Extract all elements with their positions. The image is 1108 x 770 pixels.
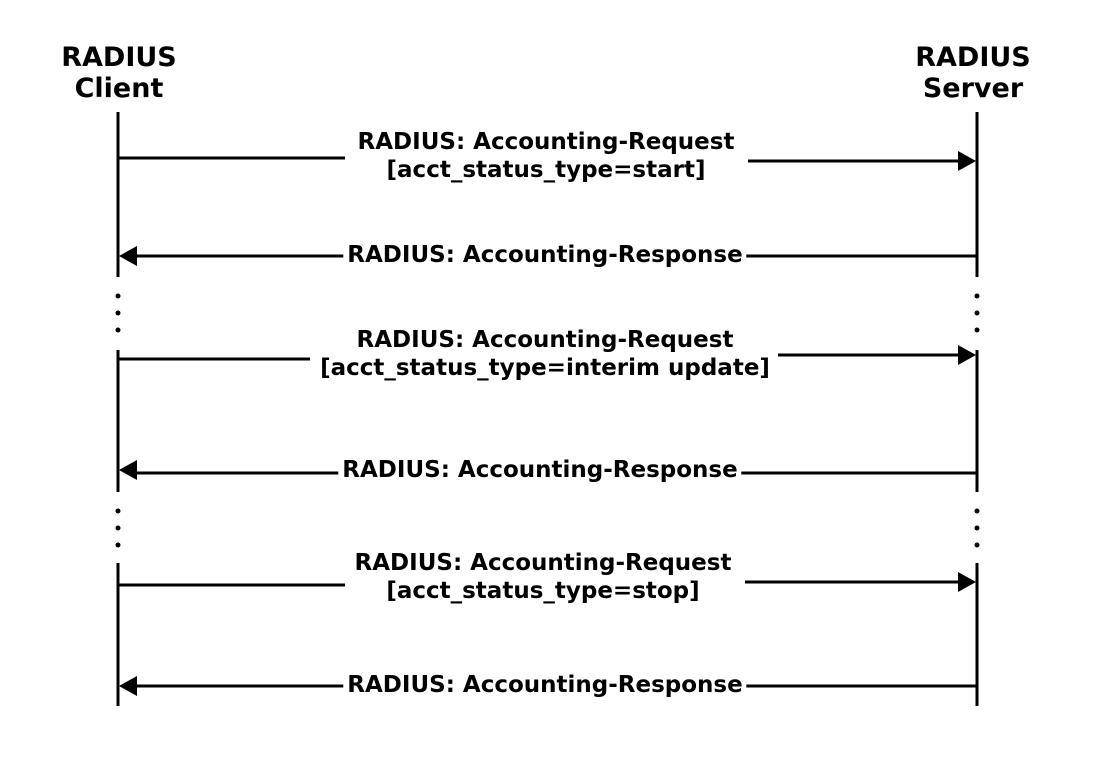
- server-continuation-dots-1: [975, 294, 980, 333]
- actor-client-line2: Client: [74, 73, 164, 104]
- actor-client-line1: RADIUS: [61, 42, 177, 73]
- arrowhead-right: [958, 345, 976, 365]
- arrowhead-left: [119, 460, 137, 480]
- actor-server-label: [902, 42, 1044, 104]
- message-label-request-start: [354, 128, 739, 184]
- message-label-line1: RADIUS: Accounting-Request: [354, 550, 732, 576]
- actor-server-line1: RADIUS: [915, 42, 1031, 73]
- message-label-line1: RADIUS: Accounting-Response: [347, 672, 743, 698]
- message-label-response-3: [343, 671, 746, 699]
- arrowhead-right: [958, 151, 976, 171]
- message-label-line1: RADIUS: Accounting-Request: [356, 327, 734, 353]
- arrowhead-left: [119, 676, 137, 696]
- client-continuation-dots-1: [116, 294, 121, 333]
- message-label-request-stop: [351, 549, 736, 605]
- message-label-line2: [acct_status_type=interim update]: [320, 355, 770, 381]
- message-label-response-1: [343, 241, 746, 269]
- message-label-response-2: [338, 456, 741, 484]
- message-label-line2: [acct_status_type=start]: [386, 157, 706, 183]
- message-label-line1: RADIUS: Accounting-Request: [357, 129, 735, 155]
- arrowhead-left: [119, 246, 137, 266]
- server-continuation-dots-2: [975, 509, 980, 548]
- message-label-line2: [acct_status_type=stop]: [386, 578, 700, 604]
- actor-client-label: [48, 42, 190, 104]
- client-continuation-dots-2: [116, 509, 121, 548]
- actor-server-line2: Server: [922, 73, 1024, 104]
- message-label-request-interim: [316, 326, 774, 382]
- message-label-line1: RADIUS: Accounting-Response: [342, 457, 738, 483]
- arrowhead-right: [958, 572, 976, 592]
- message-label-line1: RADIUS: Accounting-Response: [347, 242, 743, 268]
